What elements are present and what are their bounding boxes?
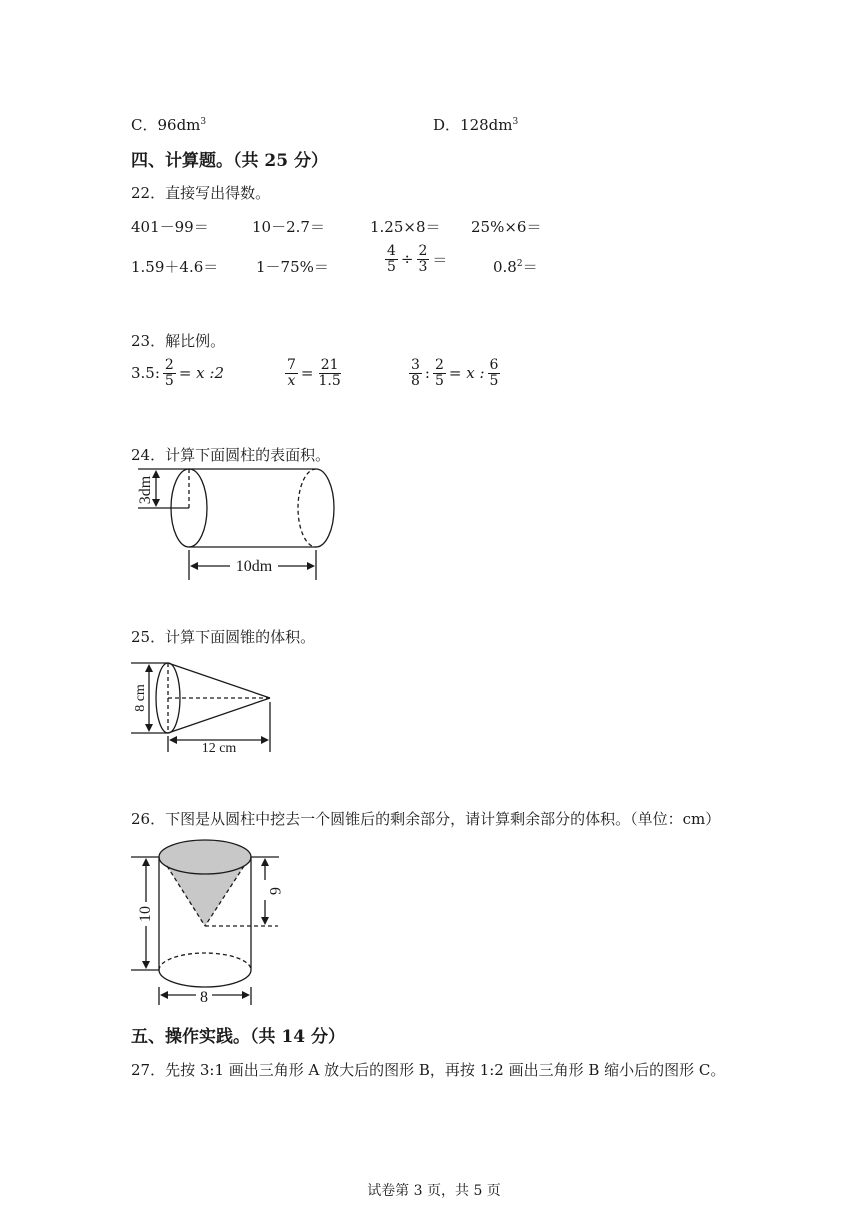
q26-prompt: 26．下图是从圆柱中挖去一个圆锥后的剩余部分，请计算剩余部分的体积。（单位：cm） — [131, 810, 721, 828]
q27-prompt: 27．先按 3:1 画出三角形 A 放大后的图形 B，再按 1:2 画出三角形 B 缩小后的图形 C。 — [131, 1061, 726, 1079]
proportion-1: 3.5: $\frac{2}{5}$ = x :2 — [131, 357, 225, 389]
q25-prompt: 25．计算下面圆锥的体积。 — [131, 628, 316, 646]
q22-item-6: 1－75%＝ — [256, 258, 329, 276]
fraction: $\frac{2}{3}$ — [418, 243, 428, 275]
fraction: $\frac{6}{5}$ — [489, 357, 499, 389]
label-length: 10dm — [235, 558, 273, 575]
exponent: 2 — [516, 259, 523, 269]
label-diameter: 8 — [200, 989, 208, 1006]
q23-prompt: 23．解比例。 — [131, 332, 226, 350]
q22-item-4: 25%×6＝ — [471, 218, 542, 236]
label-height: 3dm — [137, 475, 154, 505]
proportion-2: $\frac{7}{x}$ = $\frac{21}{1.5}$ — [287, 357, 341, 389]
q22-item-3: 1.25×8＝ — [370, 218, 441, 236]
exponent: 3 — [200, 117, 207, 127]
proportion-3: $\frac{3}{8}$ : $\frac{2}{5}$ = x : $\frac{6}{5}$ — [411, 357, 499, 389]
option-d: D．$128dm^3$ — [433, 116, 519, 134]
option-c: C．$96dm^3$ — [131, 116, 207, 134]
fraction: $\frac{7}{x}$ — [287, 357, 296, 389]
section-4-title: 四、计算题。（共 25 分） — [131, 151, 328, 171]
section-5-title: 五、操作实践。（共 14 分） — [131, 1027, 345, 1047]
q22-item-5: 1.59＋4.6＝ — [131, 258, 219, 276]
q24-prompt: 24．计算下面圆柱的表面积。 — [131, 446, 331, 464]
label-cone-height: 6 — [266, 887, 283, 895]
fraction: $\frac{3}{8}$ — [411, 357, 420, 389]
label-height: 10 — [137, 906, 154, 922]
q22-item-2: 10－2.7＝ — [252, 218, 325, 236]
q22-prompt: 22．直接写出得数。 — [131, 184, 271, 202]
fraction: $\frac{4}{5}$ — [387, 243, 396, 275]
q22-item-1: 401－99＝ — [131, 218, 209, 236]
fraction: $\frac{21}{1.5}$ — [318, 357, 341, 389]
page-footer: 试卷第 3 页，共 5 页 — [367, 1183, 501, 1199]
q22-item-8: $0.8^2=$ — [493, 258, 538, 276]
fraction: $\frac{2}{5}$ — [434, 357, 444, 389]
label-height: 8 cm — [133, 684, 148, 712]
label-length: 12 cm — [201, 741, 237, 756]
q22-item-7: $\frac{4}{5}$ ÷ $\frac{2}{3}$ ＝ — [387, 243, 448, 275]
exponent: 3 — [512, 117, 519, 127]
fraction: $\frac{2}{5}$ — [164, 357, 174, 389]
